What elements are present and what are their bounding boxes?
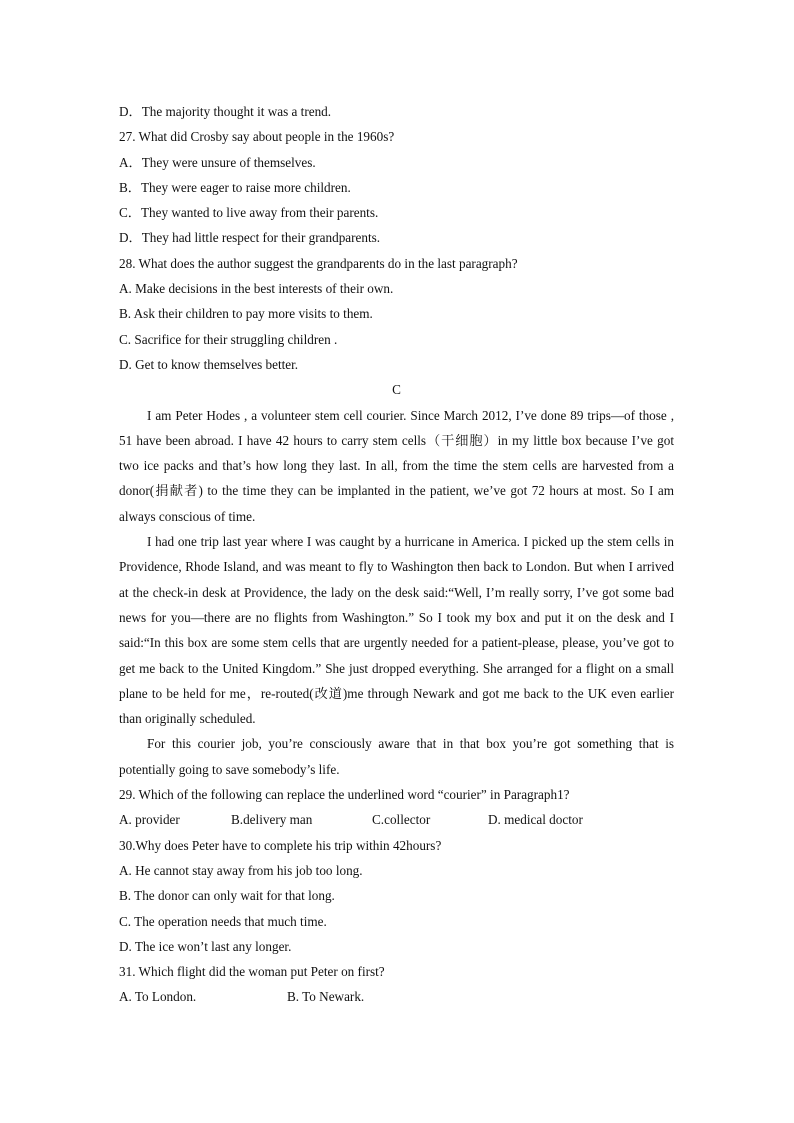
question-text: 30.Why does Peter have to complete his trip within 42hours? [119,837,442,853]
option-d: D．They had little respect for their grandparents. [119,230,381,246]
passage-heading: C [392,382,401,398]
question-31 [119,959,674,1010]
passage-c [119,377,674,782]
option-c: C. Sacrifice for their struggling children . [119,331,338,347]
question-text: 28. What does the author suggest the grandparents do in the last paragraph? [119,255,518,271]
underlined-word-courier: courier [366,407,404,423]
option-a: A．They were unsure of themselves. [119,154,316,170]
paragraph-1-start: I am Peter Hodes , a volunteer stem cell [147,407,367,423]
option-c: C.collector [372,812,431,828]
option-a: A. To London. [119,989,197,1005]
passage-paragraph-2: I had one trip last year where I was caught by a hurricane in America. I picked up the stem cells in Providence, Rhode Island, and was meant to fly to Washington then back to London. But when I arrived at the check-in desk at Providence, the lady on the desk said:“Well, I’m really sorry, I’ve got some bad news for you—there are no flights from Washington.” So I took my box and put it on the desk and I said:“In this box are some stem cells that are urgently needed for a patient-please, please, you’ve got to get me back to the United Kingdom.” She just dropped everything. She arranged for a flight on a small plane to be held for me，re-routed(改道)me through Newark and got me back to the UK even earlier than originally scheduled. [119,534,674,727]
option-b: B. The donor can only wait for that long. [119,888,335,904]
option-c: C. The operation needs that much time. [119,913,327,929]
question-text: 27. What did Crosby say about people in the 1960s? [119,129,395,145]
option-c: C．They wanted to live away from their parents. [119,205,379,221]
option-a: A. provider [119,812,180,828]
passage-paragraph-1 [119,403,674,529]
question-text: 31. Which flight did the woman put Peter on first? [119,964,385,980]
options-row [119,984,674,1009]
exam-page [119,99,674,1010]
question-30 [119,833,674,959]
option-b: B. To Newark. [287,989,365,1005]
options-row [119,807,674,832]
option-b: B.delivery man [231,812,313,828]
option-b: B. Ask their children to pay more visits to them. [119,306,373,322]
question-29 [119,782,674,833]
q26-option-d: D．The majority thought it was a trend. [119,104,332,119]
option-a: A. He cannot stay away from his job too long. [119,862,363,878]
option-d: D. Get to know themselves better. [119,356,299,372]
question-27 [119,124,674,250]
option-d: D. The ice won’t last any longer. [119,938,292,954]
passage-paragraph-3: For this courier job, you’re consciously aware that in that box you’re got something that is potentially going to save somebody’s life. [119,736,674,777]
paragraph-1-rest: . Since March 2012, I’ve done 89 trips—of those , 51 have been abroad. I have 42 hours to carry stem cells（干细胞）in my little box because I’ve got two ice packs and that’s how long they last. In all, from the time the stem cells are harvested from a donor(捐献者) to the time they can be implanted in the patient, we’ve got 72 hours at most. So I am always conscious of time. [119,407,674,524]
question-text: 29. Which of the following can replace the underlined word “courier” in Paragraph1? [119,787,570,803]
option-b: B．They were eager to raise more children. [119,179,351,195]
option-d: D. medical doctor [488,812,583,828]
option-a: A. Make decisions in the best interests of their own. [119,281,394,297]
question-28 [119,251,674,377]
